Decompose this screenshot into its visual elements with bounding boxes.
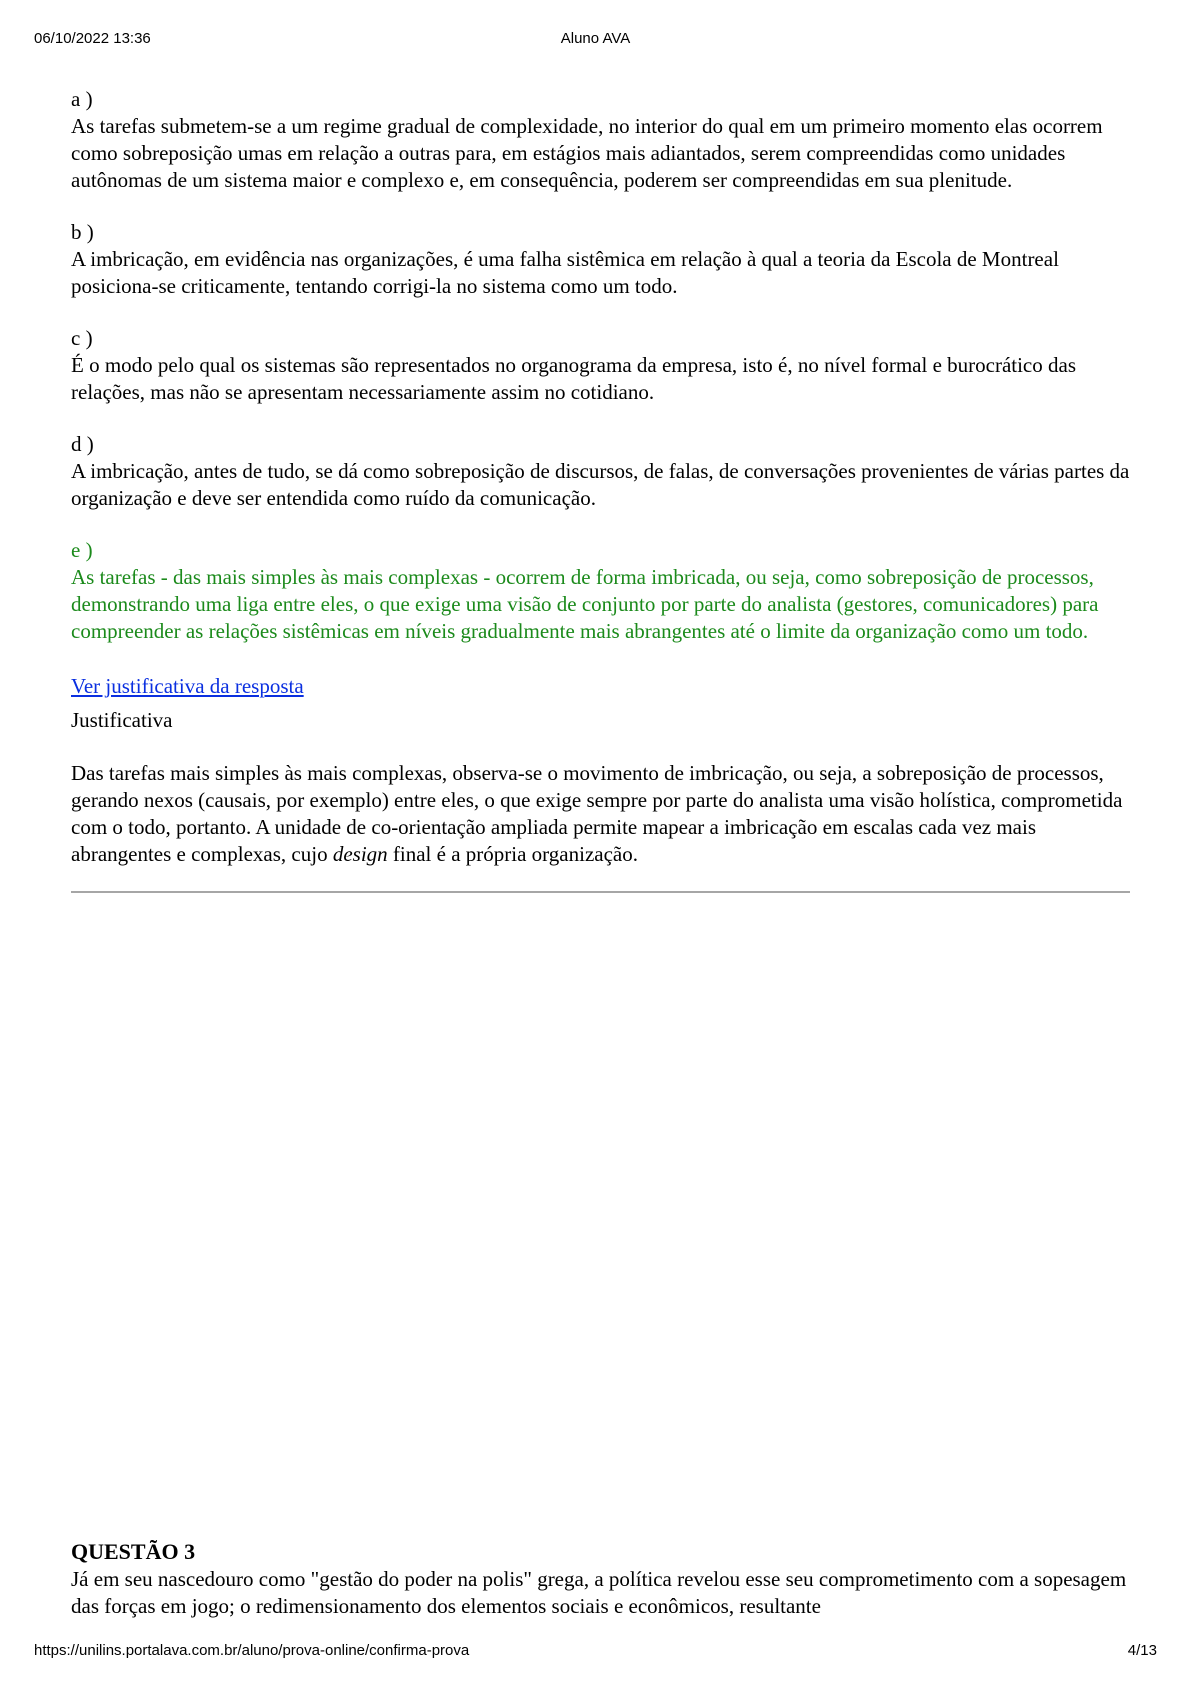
answer-option-d[interactable] [71, 431, 1131, 512]
question-3 [71, 1538, 1131, 1620]
question-title: QUESTÃO 3 [71, 1539, 196, 1564]
print-datetime: 06/10/2022 13:36 [34, 30, 151, 47]
justification-text [71, 760, 1131, 868]
question-text: Já em seu nascedouro como "gestão do poder na polis" grega, a política revelou esse seu comprometimento com a sopesagem das forças em jogo; o redimensionamento dos elementos sociais e econômicos, resultante [71, 1567, 1127, 1618]
option-text: A imbricação, em evidência nas organizações, é uma falha sistêmica em relação à qual a teoria da Escola de Montreal posiciona-se criticamente, tentando corrigi-la no sistema como um todo. [71, 247, 1059, 298]
print-page-title: Aluno AVA [560, 30, 631, 47]
option-text: A imbricação, antes de tudo, se dá como sobreposição de discursos, de falas, de conversações provenientes de várias partes da organização e deve ser entendida como ruído da comunicação. [71, 459, 1130, 510]
option-letter: b ) [71, 220, 94, 244]
section-divider [71, 891, 1130, 893]
answer-option-e-correct[interactable] [71, 537, 1131, 645]
view-justification-link[interactable]: Ver justificativa da resposta [71, 674, 304, 698]
question-content [71, 86, 1131, 893]
option-text: As tarefas - das mais simples às mais complexas - ocorrem de forma imbricada, ou seja, como sobreposição de processos, demonstrando uma liga entre eles, o que exige uma visão de conjunto por parte do analista (gestores, comunicadores) para compreender as relações sistêmicas em níveis gradualmente mais abrangentes até o limite da organização como um todo. [71, 565, 1099, 643]
print-footer [34, 1642, 1157, 1662]
justification-title: Justificativa [71, 708, 173, 732]
print-url: https://unilins.portalava.com.br/aluno/prova-online/confirma-prova [34, 1642, 470, 1659]
option-text: É o modo pelo qual os sistemas são representados no organograma da empresa, isto é, no nível formal e burocrático das relações, mas não se apresentam necessariamente assim no cotidiano. [71, 353, 1076, 404]
answer-option-b[interactable] [71, 219, 1131, 300]
option-letter: d ) [71, 432, 94, 456]
justification-emphasis: design [332, 842, 388, 866]
print-header [34, 30, 1157, 50]
option-text: As tarefas submetem-se a um regime gradual de complexidade, no interior do qual em um primeiro momento elas ocorrem como sobreposição umas em relação a outras para, em estágios mais adiantados, serem compreendidas como unidades autônomas de um sistema maior e complexo e, em consequência, poderem ser compreendidas em sua plenitude. [71, 114, 1103, 192]
option-letter: c ) [71, 326, 93, 350]
justification-text-part: Das tarefas mais simples às mais complexas, observa-se o movimento de imbricação, ou seja, a sobreposição de processos, gerando nexos (causais, por exemplo) entre eles, o que exige sempre por parte do analista uma visão holística, comprometida com o todo, portanto. A unidade de co-orientação ampliada permite mapear a imbricação em escalas cada vez mais abrangentes e complexas, cujo [71, 761, 1123, 866]
justification-text-part: final é a própria organização. [387, 842, 638, 866]
print-page-number: 4/13 [1127, 1642, 1157, 1659]
option-letter: a ) [71, 87, 93, 111]
answer-option-a[interactable] [71, 86, 1131, 194]
option-letter: e ) [71, 538, 93, 562]
answer-option-c[interactable] [71, 325, 1131, 406]
